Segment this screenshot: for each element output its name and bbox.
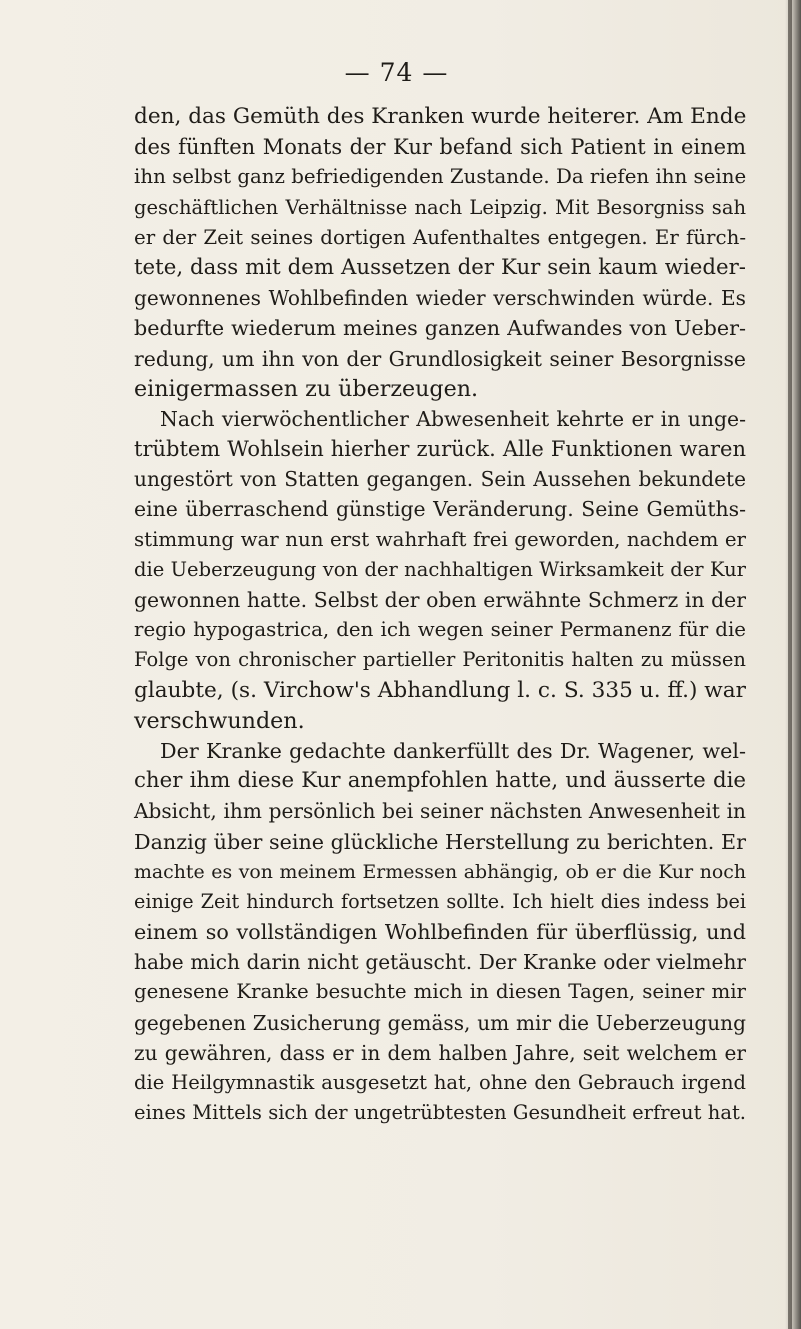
text-line: er der Zeit seines dortigen Aufenthaltes entgegen. Er fürch-: [134, 225, 746, 249]
text-line: tete, dass mit dem Aussetzen der Kur sein kaum wieder-: [134, 254, 746, 280]
text-line: stimmung war nun erst wahrhaft frei geworden, nachdem er: [134, 527, 746, 551]
text-line: gegebenen Zusicherung gemäss, um mir die Ueberzeugung: [134, 1010, 746, 1035]
text-line: ungestört von Statten gegangen. Sein Aussehen bekundete: [134, 467, 746, 492]
page-number: — 74 —: [344, 58, 449, 87]
text-line: trübtem Wohlsein hierher zurück. Alle Funktionen waren: [134, 437, 746, 462]
text-line: die Ueberzeugung von der nachhaltigen Wirksamkeit der Kur: [134, 557, 746, 581]
text-line: eines Mittels sich der ungetrübtesten Gesundheit erfreut hat.: [134, 1101, 746, 1125]
text-line: die Heilgymnastik ausgesetzt hat, ohne den Gebrauch irgend: [134, 1071, 746, 1094]
text-line: gewonnen hatte. Selbst der oben erwähnte Schmerz in der: [134, 588, 746, 612]
text-line: eine überraschend günstige Veränderung. Seine Gemüths-: [134, 497, 746, 522]
text-line: einem so vollständigen Wohlbefinden für überflüssig, und: [134, 920, 746, 945]
text-line: verschwunden.: [134, 707, 305, 734]
text-line: Danzig über seine glückliche Herstellung zu berichten. Er: [134, 829, 746, 854]
text-line: genesene Kranke besuchte mich in diesen Tagen, seiner mir: [134, 980, 746, 1004]
text-line: habe mich darin nicht getäuscht. Der Kranke oder vielmehr: [134, 950, 746, 975]
text-line: redung, um ihn von der Grundlosigkeit seiner Besorgnisse: [134, 346, 746, 371]
text-line: des fünften Monats der Kur befand sich Patient in einem: [134, 135, 746, 160]
text-line: den, das Gemüth des Kranken wurde heiterer. Am Ende: [134, 104, 747, 129]
text-line: machte es von meinem Ermessen abhängig, ob er die Kur noch: [134, 860, 746, 883]
text-line: geschäftlichen Verhältnisse nach Leipzig. Mit Besorgniss sah: [134, 195, 746, 219]
text-line: gewonnenes Wohlbefinden wieder verschwinden würde. Es: [134, 286, 746, 311]
text-line: glaubte, (s. Virchow's Abhandlung l. c. S. 335 u. ff.) war: [134, 677, 746, 703]
text-line: regio hypogastrica, den ich wegen seiner Permanenz für die: [134, 618, 746, 642]
text-line: Absicht, ihm persönlich bei seiner nächsten Anwesenheit in: [134, 799, 746, 824]
text-line: einige Zeit hindurch fortsetzen sollte. Ich hielt dies indess bei: [134, 889, 746, 913]
text-line: einigermassen zu überzeugen.: [134, 375, 479, 402]
text-line: Nach vierwöchentlicher Abwesenheit kehrte er in unge-: [160, 406, 746, 431]
body-text: [134, 102, 746, 1128]
text-line: zu gewähren, dass er in dem halben Jahre, seit welchem er: [134, 1040, 746, 1065]
text-line: cher ihm diese Kur anempfohlen hatte, und äusserte die: [134, 768, 746, 794]
text-line: ihn selbst ganz befriedigenden Zustande. Da riefen ihn seine: [134, 165, 747, 189]
page-edge-shadow: [785, 0, 801, 1329]
text-line: bedurfte wiederum meines ganzen Aufwandes von Ueber-: [134, 316, 746, 341]
text-line: Der Kranke gedachte dankerfüllt des Dr. Wagener, wel-: [160, 738, 746, 763]
text-line: Folge von chronischer partieller Peritonitis halten zu müssen: [134, 648, 746, 672]
